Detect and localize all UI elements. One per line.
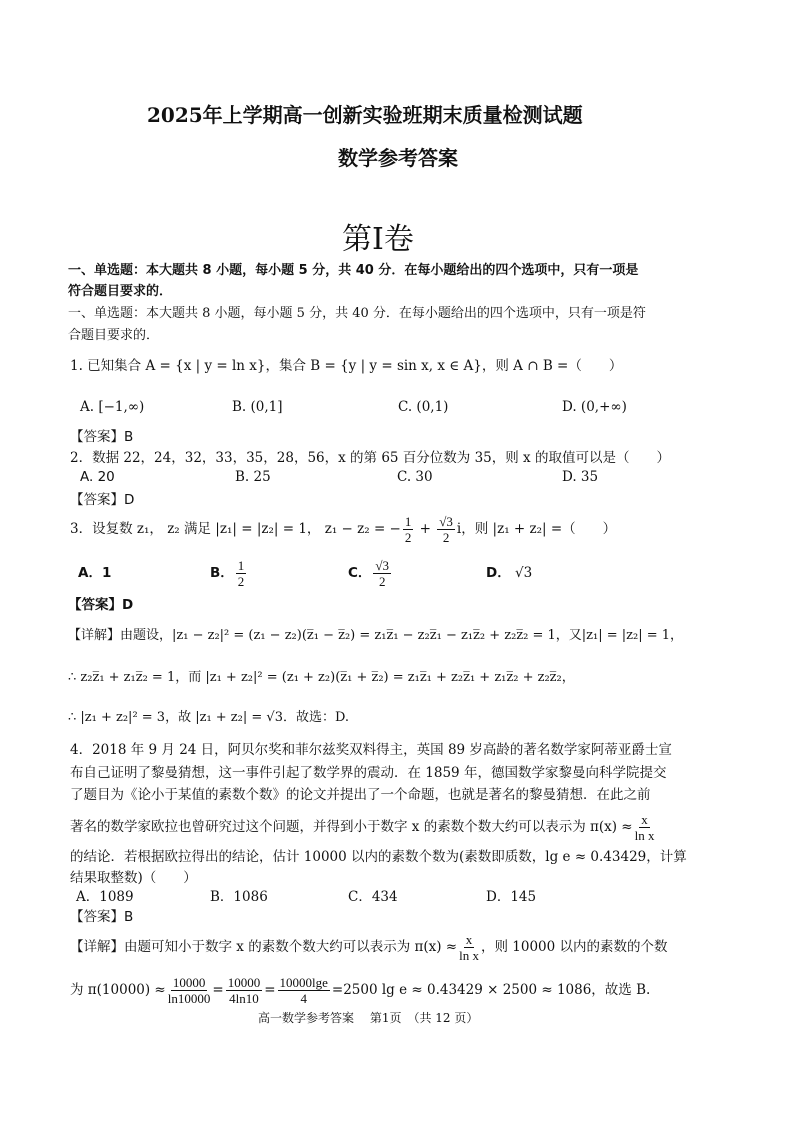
q2-answer: 【答案】D [70, 492, 135, 508]
q2-stem: 2．数据 22，24，32，33，35，28，56，x 的第 65 百分位数为 35，则 x 的取值可以是（ ） [70, 450, 670, 466]
text: 为 π(10000) ≈ [70, 982, 166, 998]
denominator: 2 [237, 574, 245, 589]
fraction [403, 514, 414, 545]
q3-stem-b: i，则 |z₁ + z₂| =（ ） [456, 521, 617, 537]
q3-stem-a: 3．设复数 z₁， z₂ 满足 |z₁| = |z₂| = 1， z₁ − z₂ = − [70, 521, 401, 537]
numerator: 10000 [172, 975, 206, 990]
q1-option-b: B. (0,1] [232, 399, 283, 415]
text: =2500 lg e ≈ 0.43429 × 2500 ≈ 1086，故选 B. [331, 982, 651, 998]
q3-option-c [348, 556, 393, 590]
plus-sign: + [415, 521, 436, 537]
q4-option-d: D．145 [486, 889, 537, 905]
page-footer: 高一数学参考答案 第1页 （共 12 页） [258, 1011, 479, 1025]
denominator: 4 [300, 991, 307, 1006]
denominator: ln x [459, 948, 479, 963]
denominator: ln10000 [167, 991, 211, 1006]
q4-line-3: 了题目为《论小于某值的素数个数》的论文并提出了一个命题，也就是著名的黎曼猜想．在此之前 [70, 787, 651, 803]
q2-option-a: A. 20 [80, 469, 115, 485]
q4-line-4 [70, 810, 656, 844]
q1-option-d: D. (0,+∞) [562, 399, 627, 415]
q4-detail-1 [70, 930, 668, 964]
option-label: B． [210, 565, 234, 581]
fraction [635, 812, 655, 843]
q4-answer: 【答案】B [70, 909, 134, 925]
q4-line-2: 布自己证明了黎曼猜想，这一事件引起了数学界的震动．在 1859 年，德国数学家黎曼向科学院提交 [70, 765, 667, 781]
numerator: x [465, 932, 473, 947]
q3-stem [70, 512, 616, 546]
q3-option-d [486, 556, 532, 590]
equals-sign: = [212, 982, 224, 998]
option-value: √3 [515, 565, 533, 581]
q4-detail-2 [70, 973, 650, 1007]
fraction [226, 975, 263, 1006]
denominator: 2 [378, 574, 386, 589]
numerator: 1 [237, 558, 245, 573]
q4-line-1: 4．2018 年 9 月 24 日，阿贝尔奖和菲尔兹奖双料得主，英国 89 岁高龄的著名数学家阿蒂亚爵士宣 [70, 742, 672, 758]
q4-line-6: 结果取整数)（ ） [70, 870, 197, 886]
denominator: 2 [404, 530, 412, 545]
q1-option-a: A. [−1,∞) [80, 399, 145, 415]
option-label: D． [486, 565, 511, 581]
section-line1: 一、单选题：本大题共 8 小题，每小题 5 分，共 40 分．在每小题给出的四个选项中，只有一项是符 [68, 306, 646, 321]
fraction [373, 558, 391, 589]
section-bold-line1: 一、单选题：本大题共 8 小题，每小题 5 分，共 40 分．在每小题给出的四个选项中，只有一项是 [68, 263, 639, 278]
equals-sign: = [264, 982, 276, 998]
numerator: √3 [439, 514, 453, 529]
q1-stem: 1. 已知集合 A = {x | y = ln x}，集合 B = {y | y = sin x, x ∈ A}，则 A ∩ B =（ ） [70, 358, 623, 374]
q3-detail-3: ∴ |z₁ + z₂|² = 3，故 |z₁ + z₂| = √3．故选：D. [68, 710, 350, 725]
q3-detail-1: 【详解】由题设，|z₁ − z₂|² = (z₁ − z₂)(z̅₁ − z̅₂) = z₁z̅₁ − z₂z̅₁ − z₁z̅₂ + z₂z̅₂ = 1，又|z₁| = |z₂| = 1， [68, 628, 684, 643]
numerator: 10000 [227, 975, 261, 990]
option-label: C． [348, 565, 372, 581]
q4-line-5: 的结论．若根据欧拉得出的结论，估计 10000 以内的素数个数为(素数即质数，lg e ≈ 0.43429，计算 [70, 849, 687, 865]
fraction [278, 975, 330, 1006]
numerator: √3 [375, 558, 390, 573]
fraction [459, 932, 479, 963]
section-line2: 合题目要求的． [68, 328, 160, 343]
q2-option-c: C. 30 [397, 469, 433, 485]
q3-answer: 【答案】D [68, 597, 134, 613]
q2-option-b: B. 25 [235, 469, 271, 485]
document-subtitle: 数学参考答案 [338, 146, 458, 170]
q4-option-c: C．434 [348, 889, 398, 905]
q4-option-a: A．1089 [76, 889, 134, 905]
numerator: 10000lge [279, 975, 328, 990]
q3-detail-2: ∴ z₂z̅₁ + z₁z̅₂ = 1，而 |z₁ + z₂|² = (z₁ + z₂)(z̅₁ + z̅₂) = z₁z̅₁ + z₂z̅₁ + z₁z̅₂ + z₂z̅₂， [68, 670, 575, 685]
fraction [236, 558, 247, 589]
text: 【详解】由题可知小于数字 x 的素数个数大约可以表示为 π(x) ≈ [70, 939, 458, 955]
text: ，则 10000 以内的素数的个数 [480, 939, 668, 955]
denominator: 2 [442, 530, 450, 545]
section-bold-line2: 符合题目要求的． [68, 284, 173, 299]
fraction [168, 975, 211, 1006]
q1-option-c: C. (0,1) [398, 399, 449, 415]
q4-option-b: B．1086 [210, 889, 268, 905]
denominator: 4ln10 [229, 991, 259, 1006]
q3-option-a: A．1 [78, 565, 112, 581]
q2-option-d: D. 35 [562, 469, 599, 485]
numerator: 1 [404, 514, 412, 529]
document-title: 2025年上学期高一创新实验班期末质量检测试题 [147, 103, 583, 127]
fraction [437, 514, 455, 545]
text: 著名的数学家欧拉也曾研究过这个问题，并得到小于数字 x 的素数个数大约可以表示为 π(x) ≈ [70, 819, 633, 835]
numerator: x [641, 812, 648, 827]
q1-answer: 【答案】B [70, 429, 134, 445]
q3-option-b [210, 556, 248, 590]
volume-heading: 第I卷 [342, 222, 414, 257]
denominator: ln x [634, 828, 655, 843]
